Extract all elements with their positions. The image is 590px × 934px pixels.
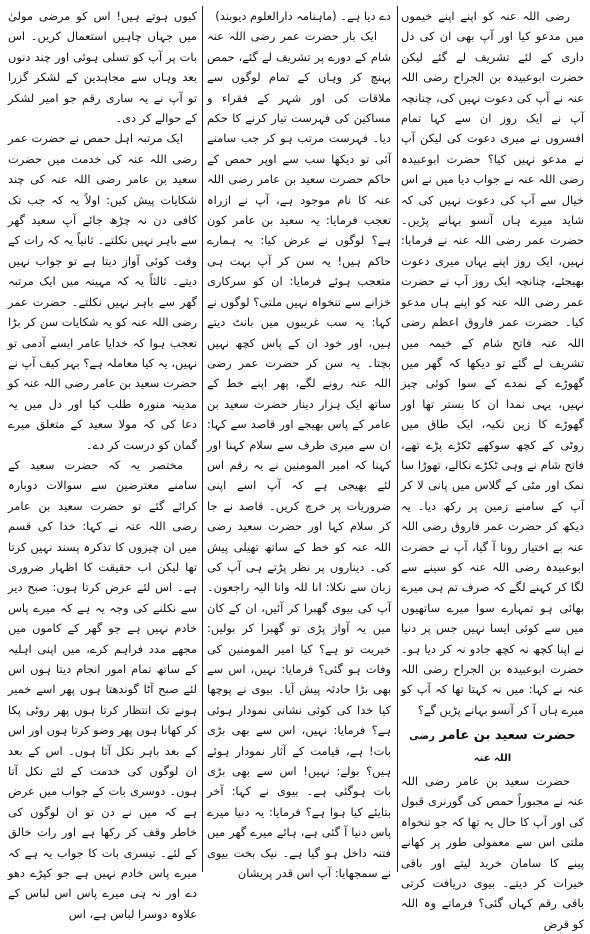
continuation-text: دے دیا ہے۔ <box>340 9 391 23</box>
column-middle <box>207 6 391 881</box>
section-heading-saeed-bin-amir <box>401 726 584 769</box>
heading-text: حضرت سعید بن عامر <box>439 728 576 744</box>
paragraph-abu-ubaidah: رضی اللہ عنہ کو اپنے اپنے خیموں میں مدعو کیا اور آپ بھی ان کی دل داری کے لئے تشریف لے گئے لیکن حضرت ابوعبیدہ بن الجراح رضی اللہ عنہ نے آپ کی دعوت نہیں کی، چنانچہ آپ نے ایک روز ان سے کہا تمام افسروں نے میری دعوت کی لیکن آپ نے مدعو نہیں کیا؟ حضرت ابوعبیدہ رضی اللہ عنہ نے جواب دیا میں نے اس خیال سے آپ کی دعوت نہیں کی کہ شاید میرے ہاں آنسو بہانے پڑیں۔ حضرت عمر رضی اللہ عنہ نے فرمایا: نہیں، ایک روز اپنے یہاں میری دعوت بھیجئے، چنانچہ ایک روز آپ نے حضرت عمر رضی اللہ عنہ کو اپنے ہاں مدعو کیا۔ حضرت عمر فاروق اعظم رضی اللہ عنہ فاتح شام کے خیمہ میں تشریف لے گئے تو دیکھا کہ گھر میں گھوڑے کے نمدے کے سوا کوئی چیز نہیں، یہی نمدا ان کا بستر تھا اور گھوڑے کا زین تکیہ، ایک طاق میں روٹی کے کچھ سوکھے ٹکڑے پڑے تھے، فاتح شام نے وہی ٹکڑے نکالے، تھوڑا سا نمک اور مٹی کے گلاس میں پانی لا کر آپ کے سامنے زمین پر رکھ دیا۔ یہ دیکھ کر حضرت عمر فاروق رضی اللہ عنہ بے اختیار رونا آ گیا، آپ نے حضرت ابوعبیدہ رضی اللہ عنہ کو سینے سے لگا کر کہنے لگے کہ صرف تم ہی میرے بھائی ہو تمہارے سوا میرے ساتھیوں میں سے کوئی ایسا نہیں جس پر دنیا نے اپنا کچھ نہ کچھ جادو نہ کر دیا ہو۔ حضرت ابوعبیدہ بن الجراح رضی اللہ عنہ نے کہا: میں نہ کہتا تھا کہ آپ کو میرے ہاں آ کر آنسو بہانے پڑیں گے؟ <box>401 9 584 717</box>
column-divider <box>202 6 203 872</box>
column-left <box>8 6 197 921</box>
paragraph-complaints: ایک مرتبہ اہل حمص نے حضرت عمر رضی اللہ عنہ کی خدمت میں حضرت سعید بن عامر رضی اللہ عنہ کی چند شکایات پیش کیں: اولاً یہ کہ جب تک کافی دن نہ چڑھ جائے آپ سعید گھر سے باہر نہیں نکلتے۔ ثانیاً یہ کہ رات کے وقت کوئی آواز دیتا ہے تو جواب نہیں دیتے۔ ثالثاً یہ کہ مہینہ میں ایک مرتبہ گھر سے باہر نہیں نکلتے۔ حضرت عمر رضی اللہ عنہ کو یہ شکایات سن کر بڑا تعجب ہوا کہ خدایا عامر ایسے آدمی تو نہیں، یہ کیا معاملہ ہے؟ بہر کیف آپ نے حضرت سعید بن عامر رضی اللہ عنہ کو مدینہ منورہ طلب کیا اور دل میں یہ دعا کی کہ مولا سعید کے متعلق میرے گمان کو درست کر دے۔ <box>8 131 197 452</box>
paragraph-saeed-intro: حضرت سعید بن عامر رضی اللہ عنہ نے مجبوراً حمص کی گورنری قبول کی اور آپ کا حال یہ تھا کہ جو تنخواہ ملتی اس سے معمولی طور پر کھانے پینے کا سامان خرید لیتے اور باقی خیرات کر دیتے۔ بیوی دریافت کرتی باقی رقم کہاں گئی؟ فرماتے وہ اللہ کو قرض <box>401 774 584 931</box>
honorific-mark: رضی اللہ عنہ <box>409 731 512 764</box>
column-divider <box>397 6 398 872</box>
column-right <box>401 6 584 931</box>
paragraph-umar-visit-hims: ایک بار حضرت عمر رضی اللہ عنہ شام کے دورے پر تشریف لے گئے، حمص پہنچ کر وہاں کے تمام لوگوں سے ملاقات کی اور شہر کے فقراء و مساکین کی فہرست تیار کرنے کا حکم دیا۔ فہرست مرتب ہو کر جب سامنے آئی تو دیکھا سب سے اوپر حمص کے حاکم حضرت سعید بن عامر رضی اللہ عنہ کا نام موجود ہے، آپ نے ازراہ تعجب فرمایا: یہ سعید بن عامر کون ہے؟ لوگوں نے عرض کیا: یہ ہمارے حاکم ہیں! یہ سن کر آپ بہت ہی متعجب ہوئے فرمایا: ان کو سرکاری خزانے سے تنخواہ نہیں ملتی؟ لوگوں نے کہا: یہ سب غریبوں میں بانٹ دیتے ہیں، اور خود ان کے پاس کچھ نہیں بچتا۔ یہ سن کر حضرت عمر رضی اللہ عنہ رونے لگے، پھر اپنے خط کے ساتھ ایک ہزار دینار حضرت سعید بن عامر کے پاس بھیجے اور قاصد سے کہا: ان سے میری طرف سے سلام کہنا اور کہنا کہ امیر المومنین نے یہ رقم اس لئے بھیجی ہے کہ آپ اسے اپنی ضروریات پر خرچ کریں۔ قاصد نے جا کر سلام کہا اور حضرت سعید رضی اللہ عنہ کو خط کے ساتھ تھیلی پیش کی۔ دیناروں پر نظر پڑتے ہی آپ کی زبان سے نکلا: انا للہ وانا الیہ راجعون۔ آپ کی بیوی گھبرا کر آئیں، ان کے کان میں یہ آواز پڑی تو گھبرا کر بولیں: خیریت تو ہے؟ کیا امیر المومنین کی وفات ہو گئی؟ فرمایا: نہیں، اس سے بھی بڑا حادثہ پیش آیا۔ بیوی نے پوچھا کیا خدا کی کوئی نشانی نمودار ہوئی ہے؟ فرمایا: نہیں، اس سے بھی بڑی بات! ہے، قیامت کے آثار نمودار ہوئے ہیں؟ بولے: نہیں! اس سے بھی بڑی بات ہوگئی ہے۔ بیوی نے کہا: آخر بتایئے کیا ہوا ہے؟ فرمایا: یہ دنیا میرے پاس دنیا آ گئی ہے، ہائے میرے گھر میں فتنہ داخل ہو گیا ہے۔ نیک بخت بیوی نے سمجھایا: آپ اس قدر پریشان <box>207 29 391 881</box>
paragraph-wife-advice: کیوں ہوتے ہیں! اس کو مرضی مولیٰ میں جہاں چاہیں استعمال کریں۔ اس بات پر آپ کو تسلی ہوئی اور چند دنوں بعد وہاں سے مجاہدین کے لشکر گزرا تو آپ نے یہ ساری رقم جو امیر لشکر کے حوالے کر دی۔ <box>8 9 197 126</box>
paragraph-saeed-reply: مختصر یہ کہ حضرت سعید کے سامنے معترضین سے سوالات دوبارہ کرائے گئے تو حضرت سعید بن عامر رضی اللہ عنہ نے کہا: خدا کی قسم میں ان چیزوں کا تذکرہ پسند نہیں کرتا تھا لیکن اب حقیقت کا اظہار ضروری ہے۔ اس لئے عرض کرتا ہوں: صبح دیر سے نکلنے کی وجہ یہ ہے کہ میرے پاس خادم نہیں ہے جو گھر کے کاموں میں مجھے مدد فراہم کرے، میں اپنی اہلیہ کے ساتھ تمام امور انجام دیتا ہوں اس لئے صبح آٹا گوندھتا ہوں پھر اسے خمیر ہونے تک انتظار کرتا ہوں پھر روٹی پکا کر کھانا ہوں پھر وضو کرتا ہوں اور اس کے بعد باہر نکل آتا ہوں۔ اس کے بعد ان لوگوں کی خدمت کے لئے نکل آتا ہوں۔ دوسری بات کے جواب میں عرض ہے کہ میں نے دن تو ان لوگوں کی خاطر وقف کر رکھا ہے اور رات خالق کے لئے۔ تیسری بات کا جواب یہ ہے کہ میرے پاس خادم نہیں ہے جو کپڑے دھو دے اور نہ ہی میرے پاس اس لباس کے علاوہ دوسرا لباس ہے، اس <box>8 457 197 921</box>
source-citation: (ماہنامہ دارالعلوم دیوبند) <box>215 9 337 23</box>
paragraph-continuation <box>207 6 391 26</box>
